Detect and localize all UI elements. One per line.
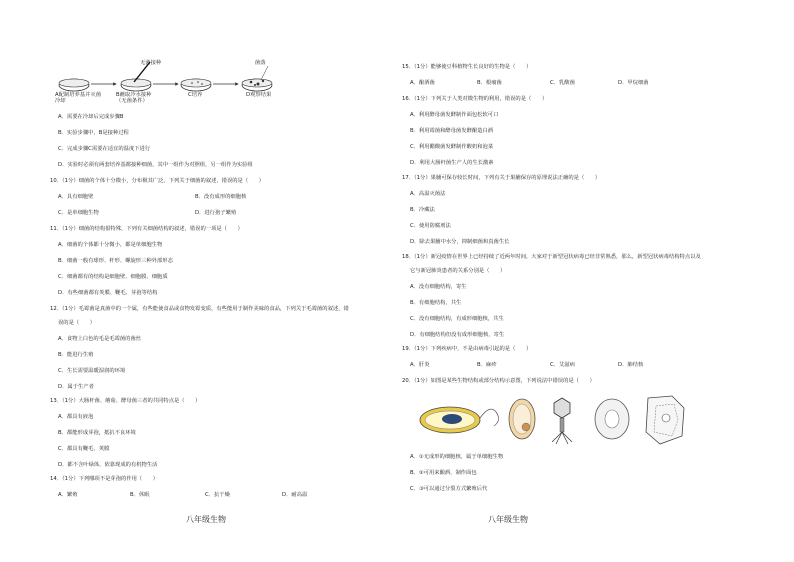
option: B．麻疹 — [477, 362, 497, 368]
option: C．完成步骤C需要在适宜的温度下进行 — [58, 146, 151, 152]
step-a-label: A配制培养基并灭菌冷却 — [55, 92, 101, 104]
step-b-label: B蘸取冷水接种（无菌条件） — [116, 92, 152, 104]
plant-cell-diagram — [646, 396, 684, 444]
question-12-stem-cont: 误的是（ ） — [58, 320, 96, 326]
option: B．②可用来酿酒、制作面包 — [410, 470, 477, 476]
virus-diagram — [552, 398, 572, 444]
question-18-stem: 18．（1分）新冠疫情在世界上已经持续了近两年时间，大家对于新型冠状病毒已经非常熟悉，那么，新型冠状病毒结构特点以及 — [402, 254, 701, 260]
option: C．细菌都有的结构是细胞壁、细胞膜、细胞质 — [58, 274, 168, 280]
option: B．细菌一般有球形、杆形、螺旋形三种外部形态 — [58, 258, 173, 264]
question-19-stem: 19．（1分）下列疾病中，不是由病毒引起的是（ ） — [402, 346, 532, 352]
option: B．根瘤菌 — [477, 80, 502, 86]
experiment-figure — [58, 60, 288, 112]
option: B．实验步骤中，B是接种过程 — [58, 130, 129, 136]
question-17-stem: 17．（1分）果脯可保存较长时间，下列有关于果脯保存的原理说法正确的是（ ） — [402, 175, 601, 181]
option: B．有细胞结构，共生 — [410, 300, 462, 306]
option: C．抗干燥 — [205, 492, 230, 498]
question-13-stem: 13．（1分）大肠杆菌、蘑菇、酵母菌三者的共同特点是（ ） — [50, 398, 201, 404]
organism-figure — [410, 392, 710, 450]
dish-c — [181, 79, 211, 91]
option: A．高温灭菌法 — [410, 191, 446, 197]
option: A．具有细胞壁 — [58, 194, 94, 200]
option: D．有细胞结构但没有成形细胞核，寄生 — [410, 332, 505, 338]
page-footer: 八年级生物 — [186, 515, 226, 524]
option: C．生长需要温暖湿润的环境 — [58, 368, 126, 374]
option: D．肺结核 — [618, 362, 644, 368]
option: C．③可以通过分裂方式繁殖后代 — [410, 486, 488, 492]
option: D．耐高温 — [282, 492, 308, 498]
option: D．利用大肠杆菌生产人的生长激素 — [410, 160, 494, 166]
option: B．冷藏法 — [410, 207, 435, 213]
option: C．艾滋病 — [550, 362, 575, 368]
question-10-stem: 10．（1分）细菌的个体十分微小，分布极其广泛，下列关于细菌的叙述，错误的是（ ） — [50, 178, 265, 184]
option: D．有些细菌都有荚膜、鞭毛、芽孢等结构 — [58, 290, 158, 296]
option: A．没有细胞结构，寄生 — [410, 284, 467, 290]
option: C．是单细胞生物 — [58, 210, 99, 216]
question-14-stem: 14．（1分）下列哪项不是芽孢的作用（ ） — [50, 476, 159, 482]
question-16-stem: 16．（1分）下列关于人类对微生物的利用，错误的是（ ） — [402, 96, 548, 102]
option: B．都能形成芽孢，抵抗不良环境 — [58, 430, 136, 436]
step-c-label: C培养 — [188, 92, 203, 98]
option: A．需要在冷却后完成步骤B — [58, 114, 124, 120]
option: B．利用霉菌和酵母菌发酵酿造白酒 — [410, 128, 494, 134]
option: B．休眠 — [130, 492, 150, 498]
option: D．都不含叶绿体，依靠现成的有机物生活 — [58, 462, 158, 468]
option: C．没有细胞结构，有成形细胞核，共生 — [410, 316, 504, 322]
animal-cell-diagram — [595, 399, 629, 439]
option: C．使用防腐剂法 — [410, 223, 451, 229]
option: A．都具有液泡 — [58, 414, 94, 420]
option: B．能进行生殖 — [58, 352, 94, 358]
dish-a — [59, 79, 89, 91]
step-d-label: D观察结果 — [246, 92, 272, 98]
option: B．没有成形的细胞核 — [195, 194, 247, 200]
option: A．食物上白色的毛是毛霉菌的菌丝 — [58, 336, 142, 342]
option: A．酿酒菌 — [410, 80, 435, 86]
bacterium-diagram — [420, 407, 499, 433]
page-footer: 八年级生物 — [488, 515, 528, 524]
dish-d — [242, 66, 272, 91]
question-18-stem-cont: 它与新冠肺炎患者的关系分别是（ ） — [410, 268, 506, 274]
option: D．实验时必须有两套培养基都接种细菌，其中一组作为对照组，另一组作为实验组 — [58, 162, 253, 168]
option: A．肝炎 — [410, 362, 430, 368]
option: D．属于生产者 — [58, 384, 94, 390]
colony-label: 菌落 — [255, 60, 266, 66]
tool-label: 无菌接种 — [140, 60, 162, 66]
question-20-stem: 20．（1分）如图是某些生物结构或部分结构示意图，下列说法中错误的是（ ） — [402, 378, 595, 384]
option: A．利用酵母菌发酵制作面包松软可口 — [410, 112, 499, 118]
option: C．利用醋酸菌发酵制作酸奶和泡菜 — [410, 144, 494, 150]
question-12-stem: 12．（1分）毛霉菌是真菌中的一个属，有些能使食品或食物发霉变质，有些能用于制作美味的食品，下列关于毛霉菌的叙述，错 — [50, 306, 349, 312]
question-11-stem: 11．（1分）细菌的结构很特殊，下列有关细菌结构的叙述，错误的一项是（ ） — [50, 226, 243, 232]
option: C．乳酸菌 — [550, 80, 575, 86]
option: A．细菌的个体都十分微小，都是单细胞生物 — [58, 242, 163, 248]
option: D．进行孢子繁殖 — [195, 210, 237, 216]
option: A．①无成形的细胞核，属于单细胞生物 — [410, 454, 504, 460]
yeast-diagram — [509, 399, 535, 439]
option: D．甲烷细菌 — [618, 80, 649, 86]
question-15-stem: 15．（1分）能够使豆科植物生长良好的生物是（ ） — [402, 64, 532, 70]
option: C．都具有鞭毛、荚膜 — [58, 446, 110, 452]
option: A．繁殖 — [58, 492, 78, 498]
option: D．除去果脯中水分，抑制细菌和真菌生长 — [410, 239, 510, 245]
